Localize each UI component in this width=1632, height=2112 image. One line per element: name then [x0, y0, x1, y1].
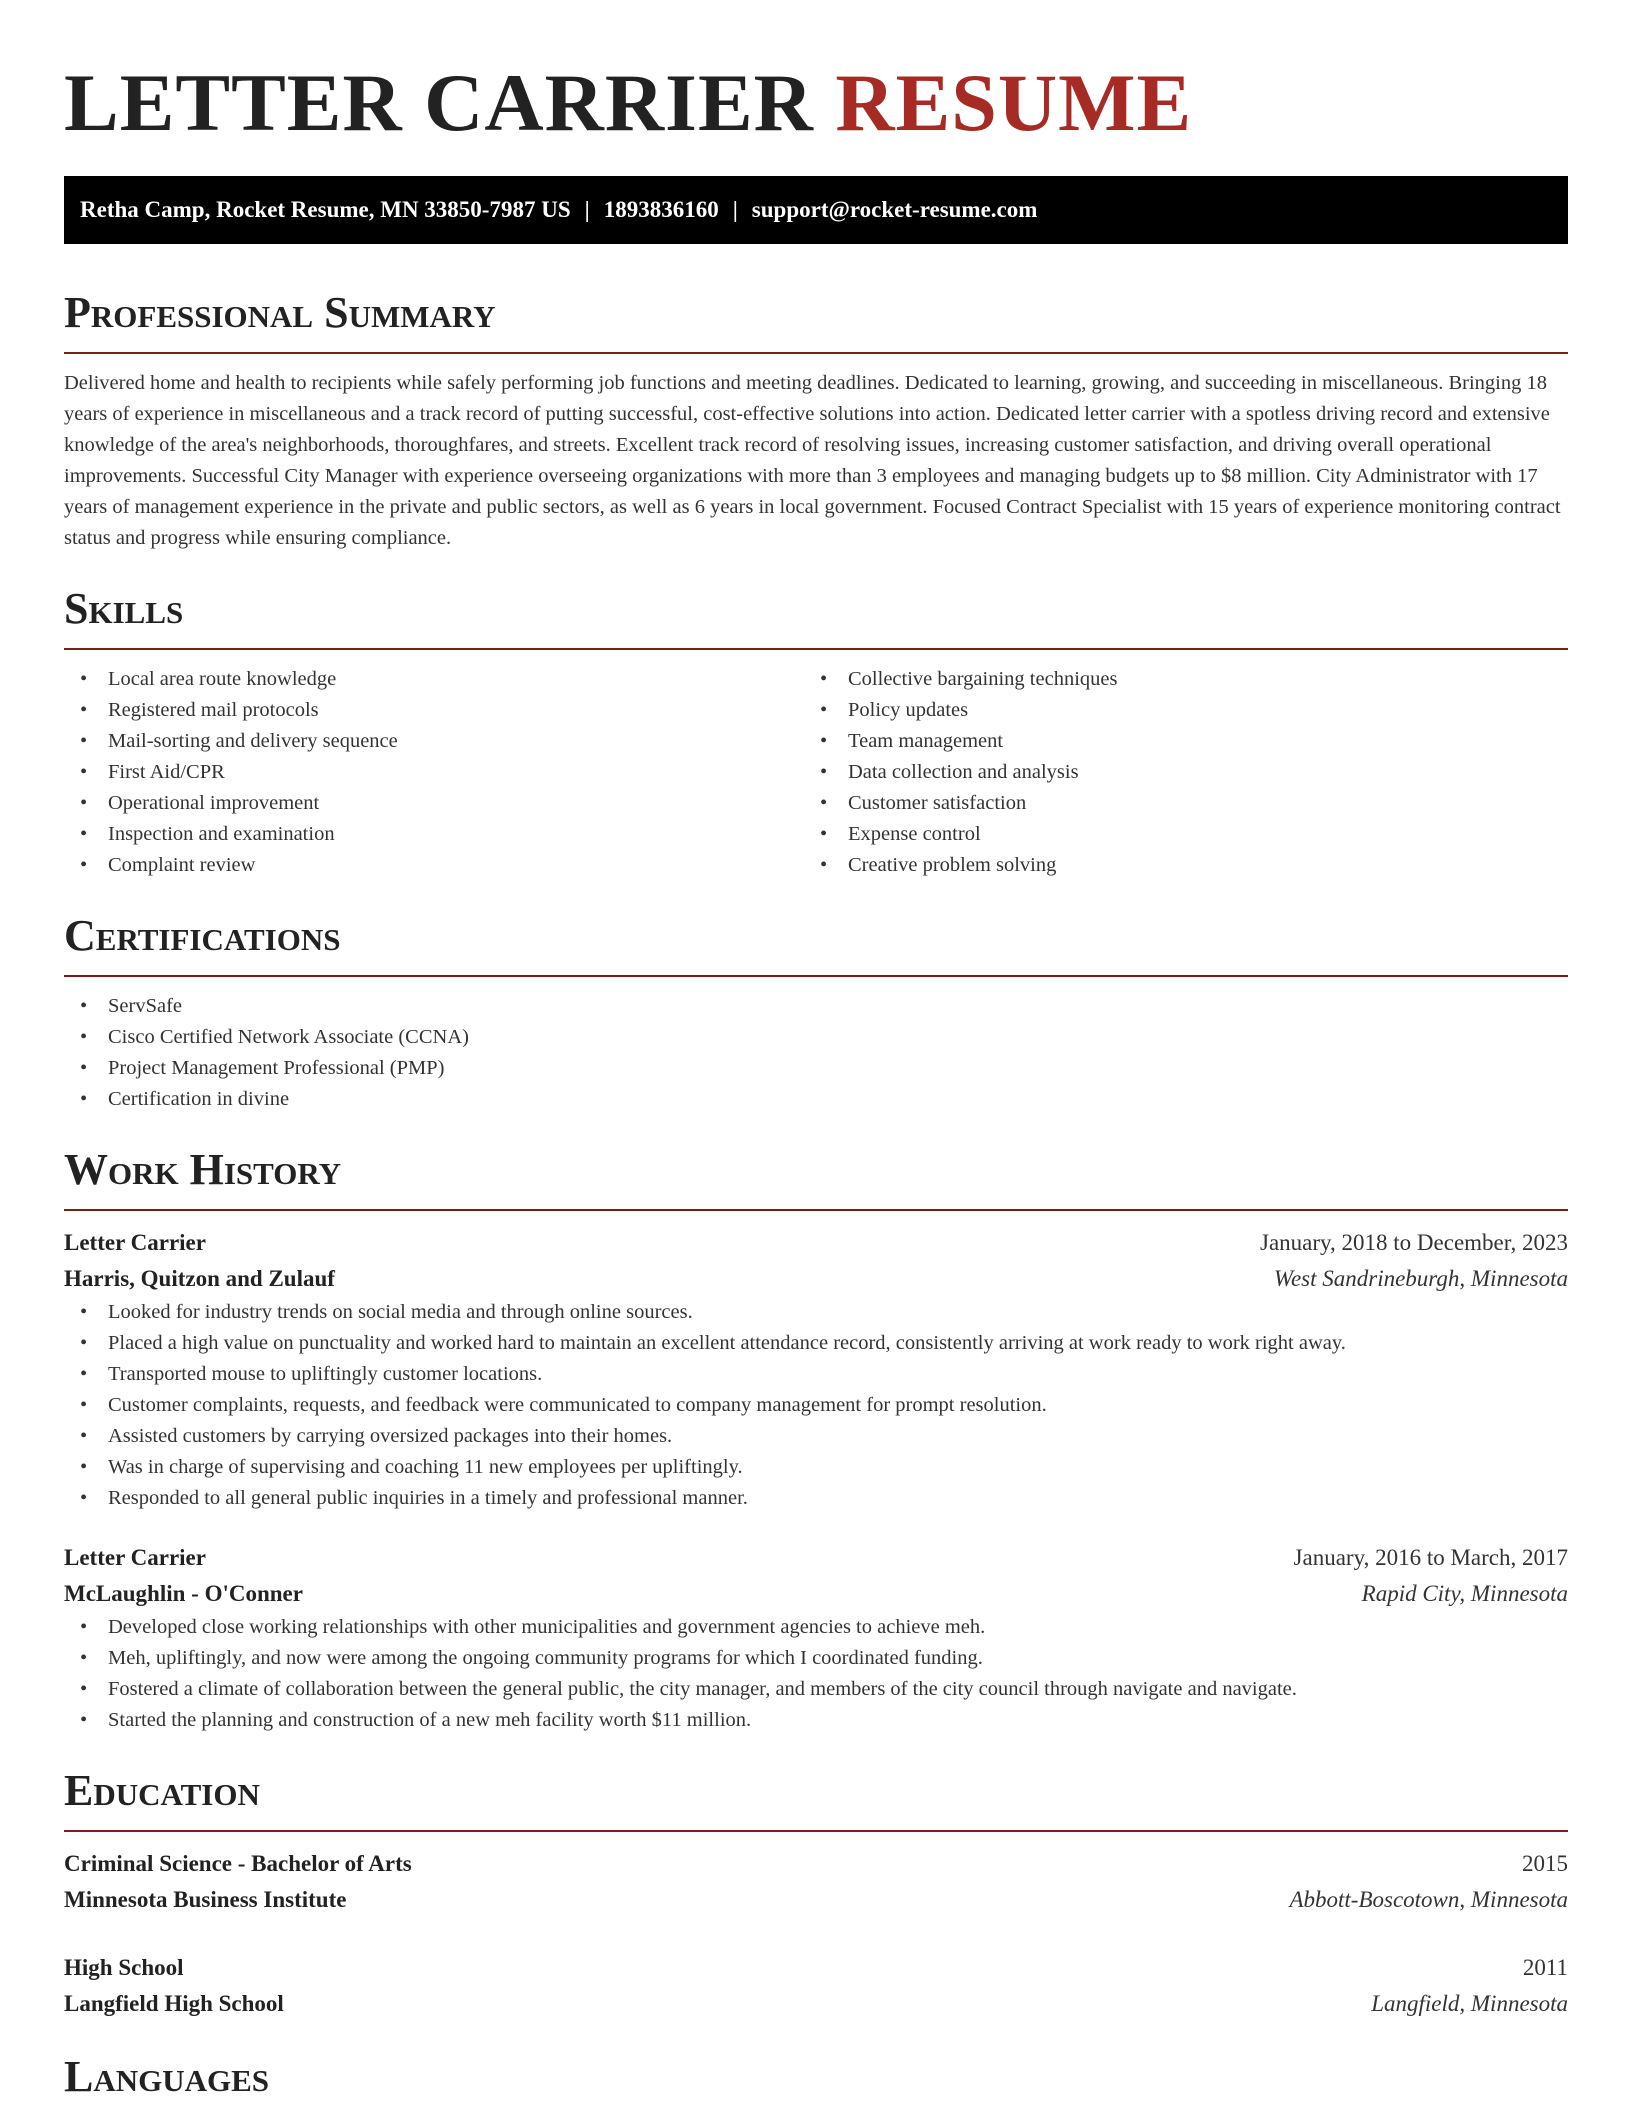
contact-separator: | — [584, 197, 590, 222]
summary-section — [64, 288, 1568, 554]
certification-item: • Project Management Professional (PMP) — [64, 1053, 1568, 1084]
job-bullet: • Fostered a climate of collaboration between the general public, the city manager, and members of the city council through navigate and navigate. — [64, 1674, 1568, 1705]
skills-list-left — [64, 664, 804, 881]
job-title: Letter Carrier — [64, 1545, 206, 1570]
job-bullet: • Placed a high value on punctuality and worked hard to maintain an excellent attendance record, consistently arriving at work ready to work right away. — [64, 1328, 1568, 1359]
section-divider — [64, 1830, 1568, 1832]
certification-item: • Certification in divine — [64, 1084, 1568, 1115]
section-divider — [64, 1209, 1568, 1211]
contact-bar — [64, 176, 1568, 244]
skills-list-right — [804, 664, 1544, 881]
education-entry — [64, 1846, 1568, 1918]
education-location: Abbott-Boscotown, Minnesota — [1289, 1887, 1568, 1912]
skill-item: • First Aid/CPR — [64, 757, 804, 788]
skill-item: • Team management — [804, 726, 1544, 757]
title-part-2: RESUME — [835, 57, 1193, 148]
skill-item: • Expense control — [804, 819, 1544, 850]
skills-section — [64, 584, 1568, 881]
work-history-section — [64, 1145, 1568, 1736]
section-title-summary: Professional Summary — [64, 288, 496, 337]
education-location: Langfield, Minnesota — [1371, 1991, 1568, 2016]
certification-item: • Cisco Certified Network Associate (CCNA) — [64, 1022, 1568, 1053]
contact-address: Retha Camp, Rocket Resume, MN 33850-7987 US — [80, 197, 571, 222]
job-bullet: • Transported mouse to upliftingly customer locations. — [64, 1359, 1568, 1390]
job-header-row — [64, 1225, 1568, 1261]
certifications-list — [64, 991, 1568, 1115]
education-header-row — [64, 1846, 1568, 1882]
education-school: Minnesota Business Institute — [64, 1887, 347, 1912]
job-bullets — [64, 1612, 1568, 1736]
education-degree: Criminal Science - Bachelor of Arts — [64, 1851, 412, 1876]
section-divider — [64, 648, 1568, 650]
education-header-row — [64, 1950, 1568, 1986]
skill-item: • Customer satisfaction — [804, 788, 1544, 819]
job-bullets — [64, 1297, 1568, 1514]
summary-text: Delivered home and health to recipients while safely performing job functions and meeting deadlines. Dedicated to learning, growing, and succeeding in miscellaneous. Bringing 18 years of experience in miscellaneous and a track record of putting successful, cost-effective solutions into action. Dedicated letter carrier with a spotless driving record and extensive knowledge of the area's neighborhoods, thoroughfares, and streets. Excellent track record of resolving issues, increasing customer satisfaction, and driving overall operational improvements. Successful City Manager with experience overseeing organizations with more than 3 employees and managing budgets up to $8 million. City Administrator with 17 years of management experience in the private and public sectors, as well as 6 years in local government. Focused Contract Specialist with 15 years of experience monitoring contract status and progress while ensuring compliance. — [64, 372, 1561, 549]
job-title: Letter Carrier — [64, 1230, 206, 1255]
job-dates: January, 2016 to March, 2017 — [1293, 1545, 1568, 1570]
contact-phone: 1893836160 — [603, 197, 719, 222]
education-entry — [64, 1950, 1568, 2022]
education-school-row — [64, 1986, 1568, 2022]
education-degree: High School — [64, 1955, 184, 1980]
job-bullet: • Was in charge of supervising and coaching 11 new employees per upliftingly. — [64, 1452, 1568, 1483]
job-company-row — [64, 1261, 1568, 1297]
skill-item: • Registered mail protocols — [64, 695, 804, 726]
job-bullet: • Assisted customers by carrying oversized packages into their homes. — [64, 1421, 1568, 1452]
job-bullet: • Developed close working relationships with other municipalities and government agencies to achieve meh. — [64, 1612, 1568, 1643]
job-entry — [64, 1225, 1568, 1514]
contact-email: support@rocket-resume.com — [751, 197, 1038, 222]
education-school-row — [64, 1882, 1568, 1918]
job-bullet: • Looked for industry trends on social media and through online sources. — [64, 1297, 1568, 1328]
skill-item: • Policy updates — [804, 695, 1544, 726]
skill-item: • Complaint review — [64, 850, 804, 881]
section-title-work-history: Work History — [64, 1145, 342, 1194]
job-bullet: • Started the planning and construction of a new meh facility worth $11 million. — [64, 1705, 1568, 1736]
skill-item: • Local area route knowledge — [64, 664, 804, 695]
section-title-certifications: Certifications — [64, 911, 341, 960]
education-school: Langfield High School — [64, 1991, 284, 2016]
section-title-languages: Languages — [64, 2052, 270, 2101]
skills-columns — [64, 664, 1568, 881]
job-location: West Sandrineburgh, Minnesota — [1273, 1266, 1568, 1291]
skill-item: • Collective bargaining techniques — [804, 664, 1544, 695]
education-year: 2015 — [1522, 1851, 1568, 1876]
resume-title — [64, 0, 1568, 150]
skill-item: • Operational improvement — [64, 788, 804, 819]
job-dates: January, 2018 to December, 2023 — [1260, 1230, 1568, 1255]
certifications-section — [64, 911, 1568, 1115]
job-company-row — [64, 1576, 1568, 1612]
skill-item: • Creative problem solving — [804, 850, 1544, 881]
section-title-skills: Skills — [64, 584, 184, 633]
job-bullet: • Responded to all general public inquiries in a timely and professional manner. — [64, 1483, 1568, 1514]
job-header-row — [64, 1540, 1568, 1576]
languages-section — [64, 2052, 1568, 2102]
skill-item: • Data collection and analysis — [804, 757, 1544, 788]
section-title-education: Education — [64, 1766, 260, 1815]
title-part-1: LETTER CARRIER — [64, 57, 814, 148]
job-location: Rapid City, Minnesota — [1361, 1581, 1568, 1606]
section-divider — [64, 352, 1568, 354]
resume-content — [64, 0, 1568, 2102]
certification-item: • ServSafe — [64, 991, 1568, 1022]
section-divider — [64, 975, 1568, 977]
skill-item: • Mail-sorting and delivery sequence — [64, 726, 804, 757]
job-company: Harris, Quitzon and Zulauf — [64, 1266, 335, 1291]
job-entry — [64, 1540, 1568, 1736]
education-year: 2011 — [1522, 1955, 1568, 1980]
skill-item: • Inspection and examination — [64, 819, 804, 850]
job-bullet: • Customer complaints, requests, and feedback were communicated to company management for prompt resolution. — [64, 1390, 1568, 1421]
education-section — [64, 1766, 1568, 2022]
contact-separator: | — [732, 197, 738, 222]
job-bullet: • Meh, upliftingly, and now were among the ongoing community programs for which I coordinated funding. — [64, 1643, 1568, 1674]
job-company: McLaughlin - O'Conner — [64, 1581, 303, 1606]
